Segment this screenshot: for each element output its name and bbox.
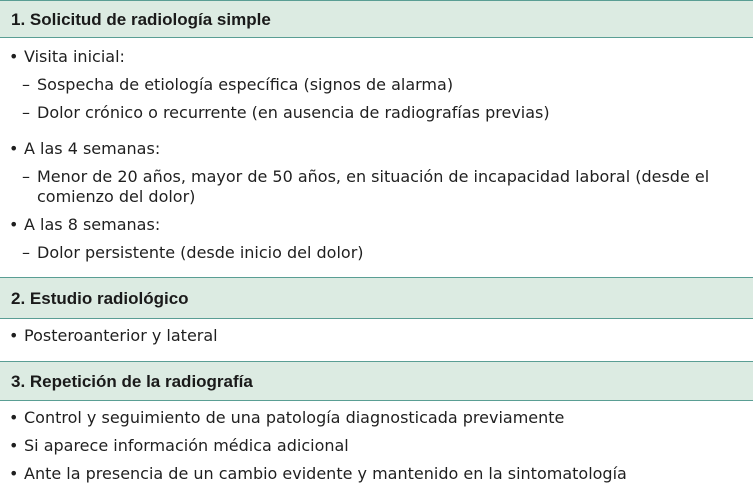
list-item: • Ante la presencia de un cambio evidente y mantenido en la sintomatología: [9, 464, 627, 483]
bullet-marker: •: [9, 436, 19, 455]
list-item: • A las 8 semanas:: [9, 215, 161, 234]
bullet-marker: •: [9, 464, 19, 483]
dash-marker: –: [22, 167, 30, 186]
section-header-estudio: 2. Estudio radiológico: [0, 277, 753, 319]
bullet-marker: •: [9, 408, 19, 427]
list-item: • Posteroanterior y lateral: [9, 326, 218, 345]
section-body-repeticion: [0, 408, 753, 500]
dash-marker: –: [22, 103, 30, 122]
bullet-marker: •: [9, 47, 19, 66]
list-item: – Dolor crónico o recurrente (en ausencia de radiografías previas): [22, 103, 550, 122]
list-item: • Si aparece información médica adicional: [9, 436, 349, 455]
dash-marker: –: [22, 243, 30, 262]
bullet-marker: •: [9, 139, 19, 158]
dash-marker: –: [22, 75, 30, 94]
section-header-repeticion: 3. Repetición de la radiografía: [0, 361, 753, 401]
list-item: – Menor de 20 años, mayor de 50 años, en situación de incapacidad laboral (desde el comienzo del dolor): [22, 167, 710, 206]
list-item: – Sospecha de etiología específica (signos de alarma): [22, 75, 454, 94]
bullet-marker: •: [9, 326, 19, 345]
section-header-solicitud: 1. Solicitud de radiología simple: [0, 0, 753, 38]
list-item: • Control y seguimiento de una patología diagnosticada previamente: [9, 408, 565, 427]
list-item: • Visita inicial:: [9, 47, 125, 66]
list-item: • A las 4 semanas:: [9, 139, 161, 158]
section-body-estudio: [0, 326, 753, 361]
list-item: – Dolor persistente (desde inicio del dolor): [22, 243, 364, 262]
bullet-marker: •: [9, 215, 19, 234]
section-body-solicitud: [0, 47, 753, 277]
